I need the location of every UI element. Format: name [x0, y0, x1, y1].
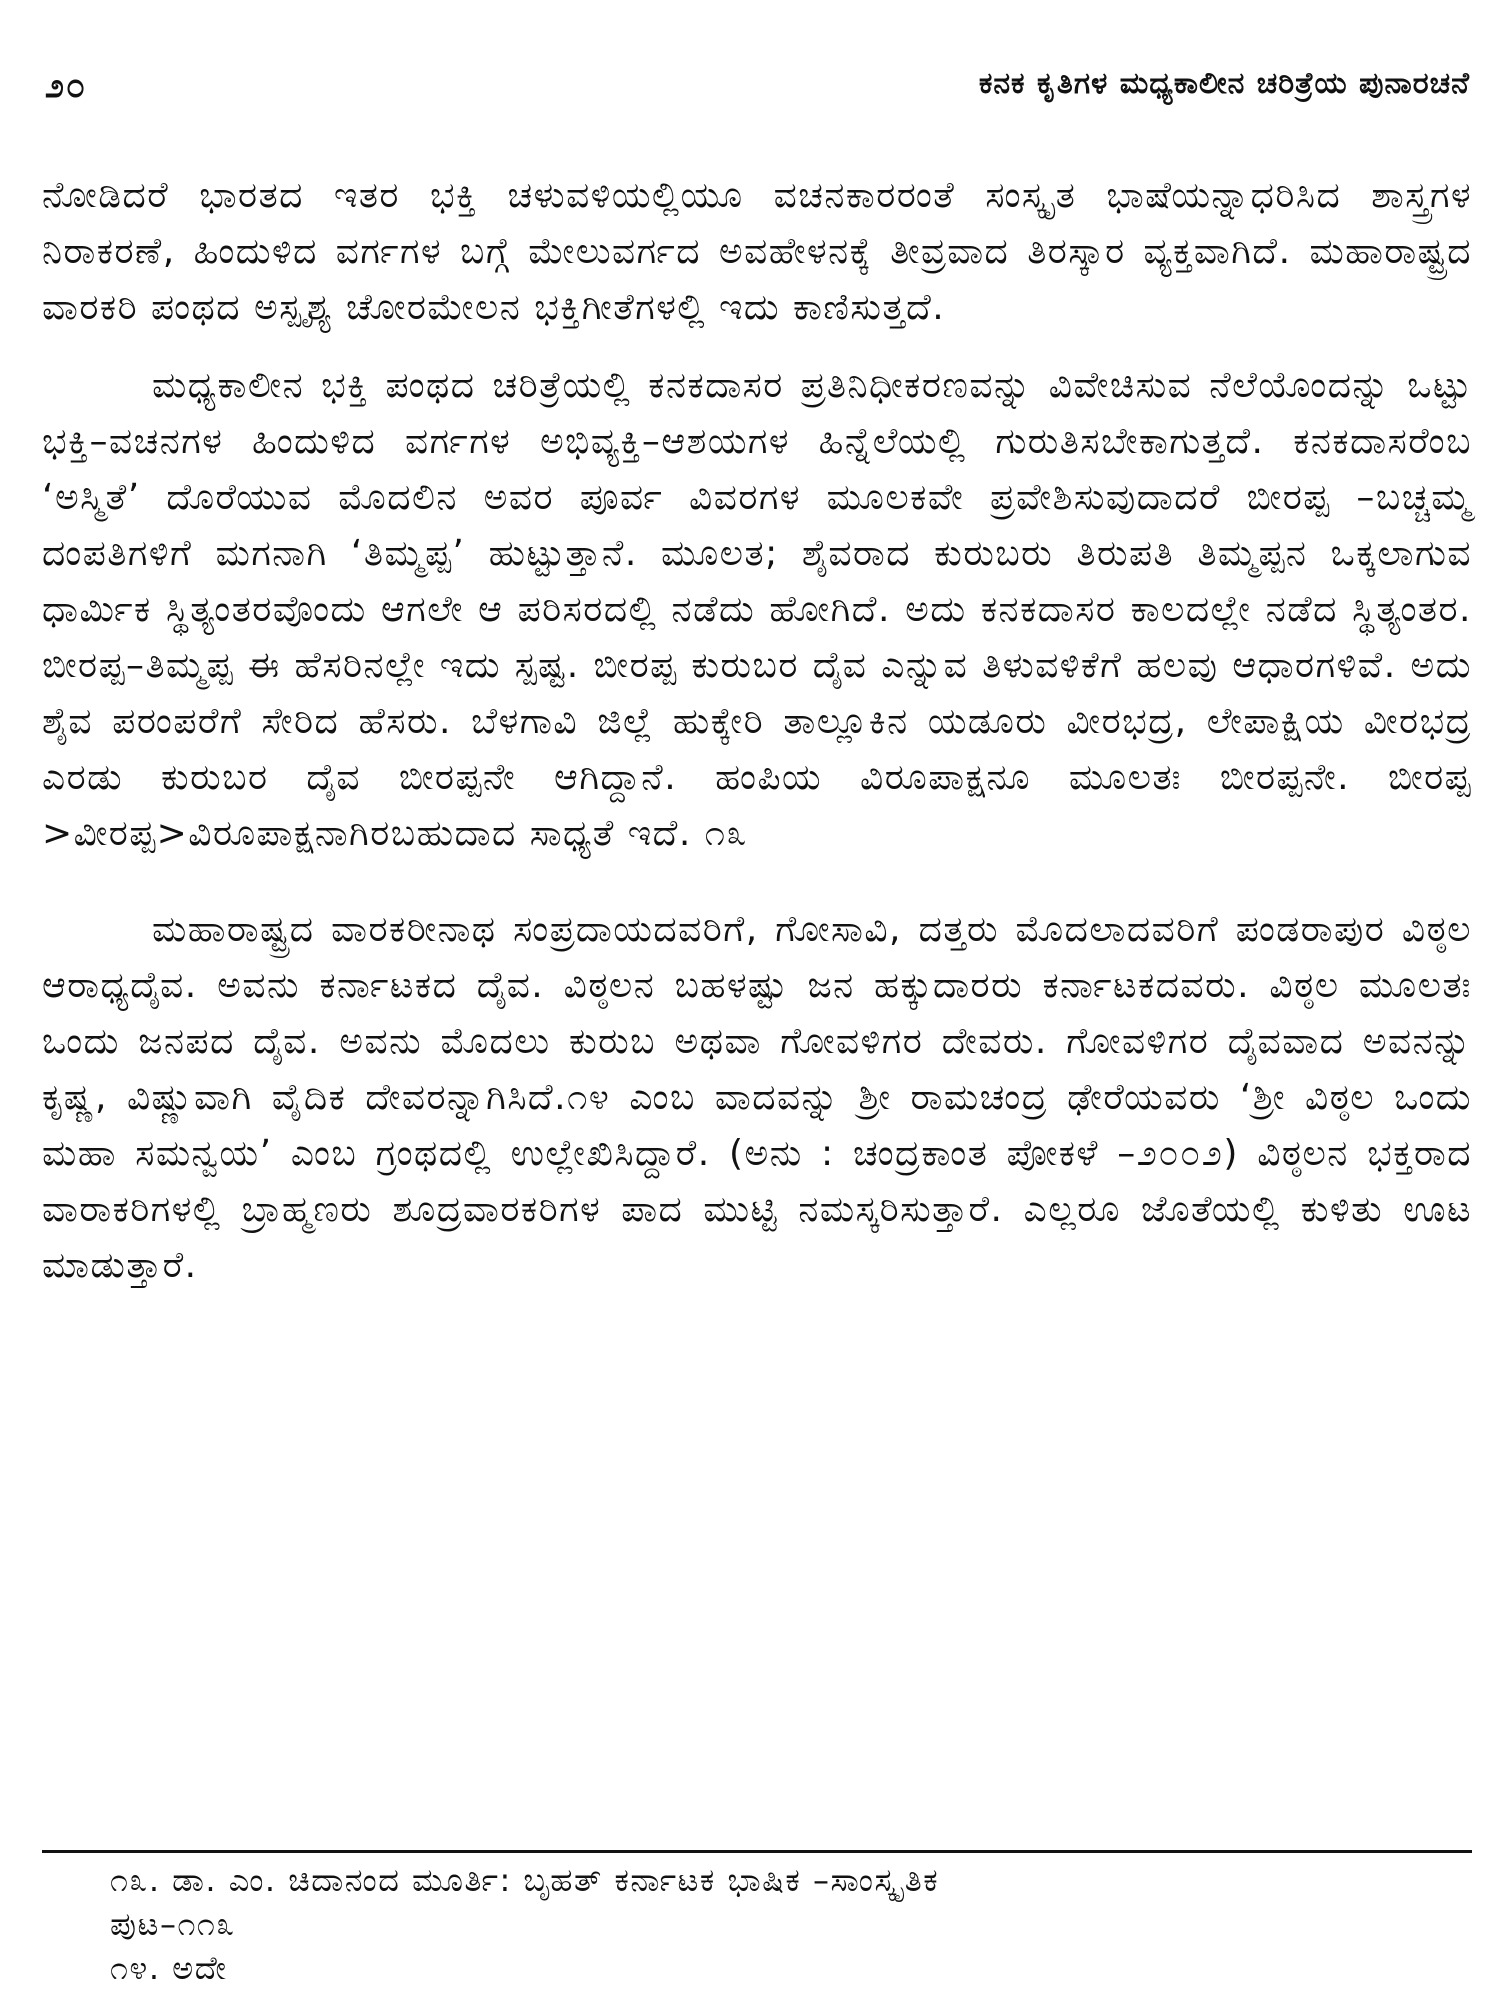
paragraph-1: ನೋಡಿದರೆ ಭಾರತದ ಇತರ ಭಕ್ತಿ ಚಳುವಳಿಯಲ್ಲಿಯೂ ವಚನಕಾರರಂತೆ ಸಂಸ್ಕೃತ ಭಾಷೆಯನ್ನಾಧರಿಸಿದ ಶಾಸ್ತ್ರಗಳ ನಿರಾಕರಣೆ, ಹಿಂದುಳಿದ ವರ್ಗಗಳ ಬಗ್ಗೆ ಮೇಲುವರ್ಗದ ಅವಹೇಳನಕ್ಕೆ ತೀವ್ರವಾದ ತಿರಸ್ಕಾರ ವ್ಯಕ್ತವಾಗಿದೆ. ಮಹಾರಾಷ್ಟ್ರದ ವಾರಕರಿ ಪಂಥದ ಅಸ್ಪೃಶ್ಯ ಚೋರಮೇಲನ ಭಕ್ತಿಗೀತೆಗಳಲ್ಲಿ ಇದು ಕಾಣಿಸುತ್ತದೆ.: [42, 175, 1472, 328]
page-header: [45, 58, 1470, 118]
body-text: [42, 168, 1472, 1294]
footnote-13-page: ಪುಟ–೧೧೩: [110, 1905, 236, 1943]
footnotes: [110, 1858, 1410, 1990]
page-number: ೨೦: [45, 66, 88, 106]
paragraph-3: ಮಹಾರಾಷ್ಟ್ರದ ವಾರಕರೀನಾಥ ಸಂಪ್ರದಾಯದವರಿಗೆ, ಗೋಸಾವಿ, ದತ್ತರು ಮೊದಲಾದವರಿಗೆ ಪಂಡರಾಪುರ ವಿಠ್ಠಲ ಆರಾಧ್ಯದೈವ. ಅವನು ಕರ್ನಾಟಕದ ದೈವ. ವಿಠ್ಠಲನ ಬಹಳಷ್ಟು ಜನ ಹಕ್ಕುದಾರರು ಕರ್ನಾಟಕದವರು. ವಿಠ್ಠಲ ಮೂಲತಃ ಒಂದು ಜನಪದ ದೈವ. ಅವನು ಮೊದಲು ಕುರುಬ ಅಥವಾ ಗೋವಳಿಗರ ದೇವರು. ಗೋವಳಿಗರ ದೈವವಾದ ಅವನನ್ನು ಕೃಷ್ಣ, ವಿಷ್ಣುವಾಗಿ ವೈದಿಕ ದೇವರನ್ನಾಗಿಸಿದೆ.೧೪ ಎಂಬ ವಾದವನ್ನು ಶ್ರೀ ರಾಮಚಂದ್ರ ಢೇರೆಯವರು ‘ಶ್ರೀ ವಿಠ್ಠಲ ಒಂದು ಮಹಾ ಸಮನ್ವಯ’ ಎಂಬ ಗ್ರಂಥದಲ್ಲಿ ಉಲ್ಲೇಖಿಸಿದ್ದಾರೆ. (ಅನು : ಚಂದ್ರಕಾಂತ ಪೋಕಳೆ –೨೦೦೨) ವಿಠ್ಠಲನ ಭಕ್ತರಾದ ವಾರಾಕರಿಗಳಲ್ಲಿ ಬ್ರಾಹ್ಮಣರು ಶೂದ್ರವಾರಕರಿಗಳ ಪಾದ ಮುಟ್ಟಿ ನಮಸ್ಕರಿಸುತ್ತಾರೆ. ಎಲ್ಲರೂ ಜೊತೆಯಲ್ಲಿ ಕುಳಿತು ಊಟ ಮಾಡುತ್ತಾರೆ.: [42, 909, 1472, 1286]
footnote-13: ೧೩. ಡಾ. ಎಂ. ಚಿದಾನಂದ ಮೂರ್ತಿ: ಬೃಹತ್ ಕರ್ನಾಟಕ ಭಾಷಿಕ –ಸಾಂಸ್ಕೃತಿಕ: [110, 1861, 940, 1899]
paragraph-2: ಮಧ್ಯಕಾಲೀನ ಭಕ್ತಿ ಪಂಥದ ಚರಿತ್ರೆಯಲ್ಲಿ ಕನಕದಾಸರ ಪ್ರತಿನಿಧೀಕರಣವನ್ನು ವಿವೇಚಿಸುವ ನೆಲೆಯೊಂದನ್ನು ಒಟ್ಟು ಭಕ್ತಿ–ವಚನಗಳ ಹಿಂದುಳಿದ ವರ್ಗಗಳ ಅಭಿವ್ಯಕ್ತಿ–ಆಶಯಗಳ ಹಿನ್ನೆಲೆಯಲ್ಲಿ ಗುರುತಿಸಬೇಕಾಗುತ್ತದೆ. ಕನಕದಾಸರೆಂಬ ‘ಅಸ್ಮಿತೆ’ ದೊರೆಯುವ ಮೊದಲಿನ ಅವರ ಪೂರ್ವ ವಿವರಗಳ ಮೂಲಕವೇ ಪ್ರವೇಶಿಸುವುದಾದರೆ ಬೀರಪ್ಪ –ಬಚ್ಚಮ್ಮ ದಂಪತಿಗಳಿಗೆ ಮಗನಾಗಿ ‘ತಿಮ್ಮಪ್ಪ’ ಹುಟ್ಟುತ್ತಾನೆ. ಮೂಲತ; ಶೈವರಾದ ಕುರುಬರು ತಿರುಪತಿ ತಿಮ್ಮಪ್ಪನ ಒಕ್ಕಲಾಗುವ ಧಾರ್ಮಿಕ ಸ್ಥಿತ್ಯಂತರವೊಂದು ಆಗಲೇ ಆ ಪರಿಸರದಲ್ಲಿ ನಡೆದು ಹೋಗಿದೆ. ಅದು ಕನಕದಾಸರ ಕಾಲದಲ್ಲೇ ನಡೆದ ಸ್ಥಿತ್ಯಂತರ. ಬೀರಪ್ಪ–ತಿಮ್ಮಪ್ಪ ಈ ಹೆಸರಿನಲ್ಲೇ ಇದು ಸ್ಪಷ್ಟ. ಬೀರಪ್ಪ ಕುರುಬರ ದೈವ ಎನ್ನುವ ತಿಳುವಳಿಕೆಗೆ ಹಲವು ಆಧಾರಗಳಿವೆ. ಅದು ಶೈವ ಪರಂಪರೆಗೆ ಸೇರಿದ ಹೆಸರು. ಬೆಳಗಾವಿ ಜಿಲ್ಲೆ ಹುಕ್ಕೇರಿ ತಾಲ್ಲೂಕಿನ ಯಡೂರು ವೀರಭದ್ರ, ಲೇಪಾಕ್ಷಿಯ ವೀರಭದ್ರ ಎರಡು ಕುರುಬರ ದೈವ ಬೀರಪ್ಪನೇ ಆಗಿದ್ದಾನೆ. ಹಂಪಿಯ ವಿರೂಪಾಕ್ಷನೂ ಮೂಲತಃ ಬೀರಪ್ಪನೇ. ಬೀರಪ್ಪ >ವೀರಪ್ಪ>ವಿರೂಪಾಕ್ಷನಾಗಿರಬಹುದಾದ ಸಾಧ್ಯತೆ ಇದೆ. ೧೩: [42, 365, 1472, 854]
footnote-14: ೧೪. ಅದೇ: [110, 1949, 228, 1987]
running-title: ಕನಕ ಕೃತಿಗಳ ಮಧ್ಯಕಾಲೀನ ಚರಿತ್ರೆಯ ಪುನಾರಚನೆ: [978, 66, 1470, 101]
footnote-divider: [42, 1850, 1472, 1853]
